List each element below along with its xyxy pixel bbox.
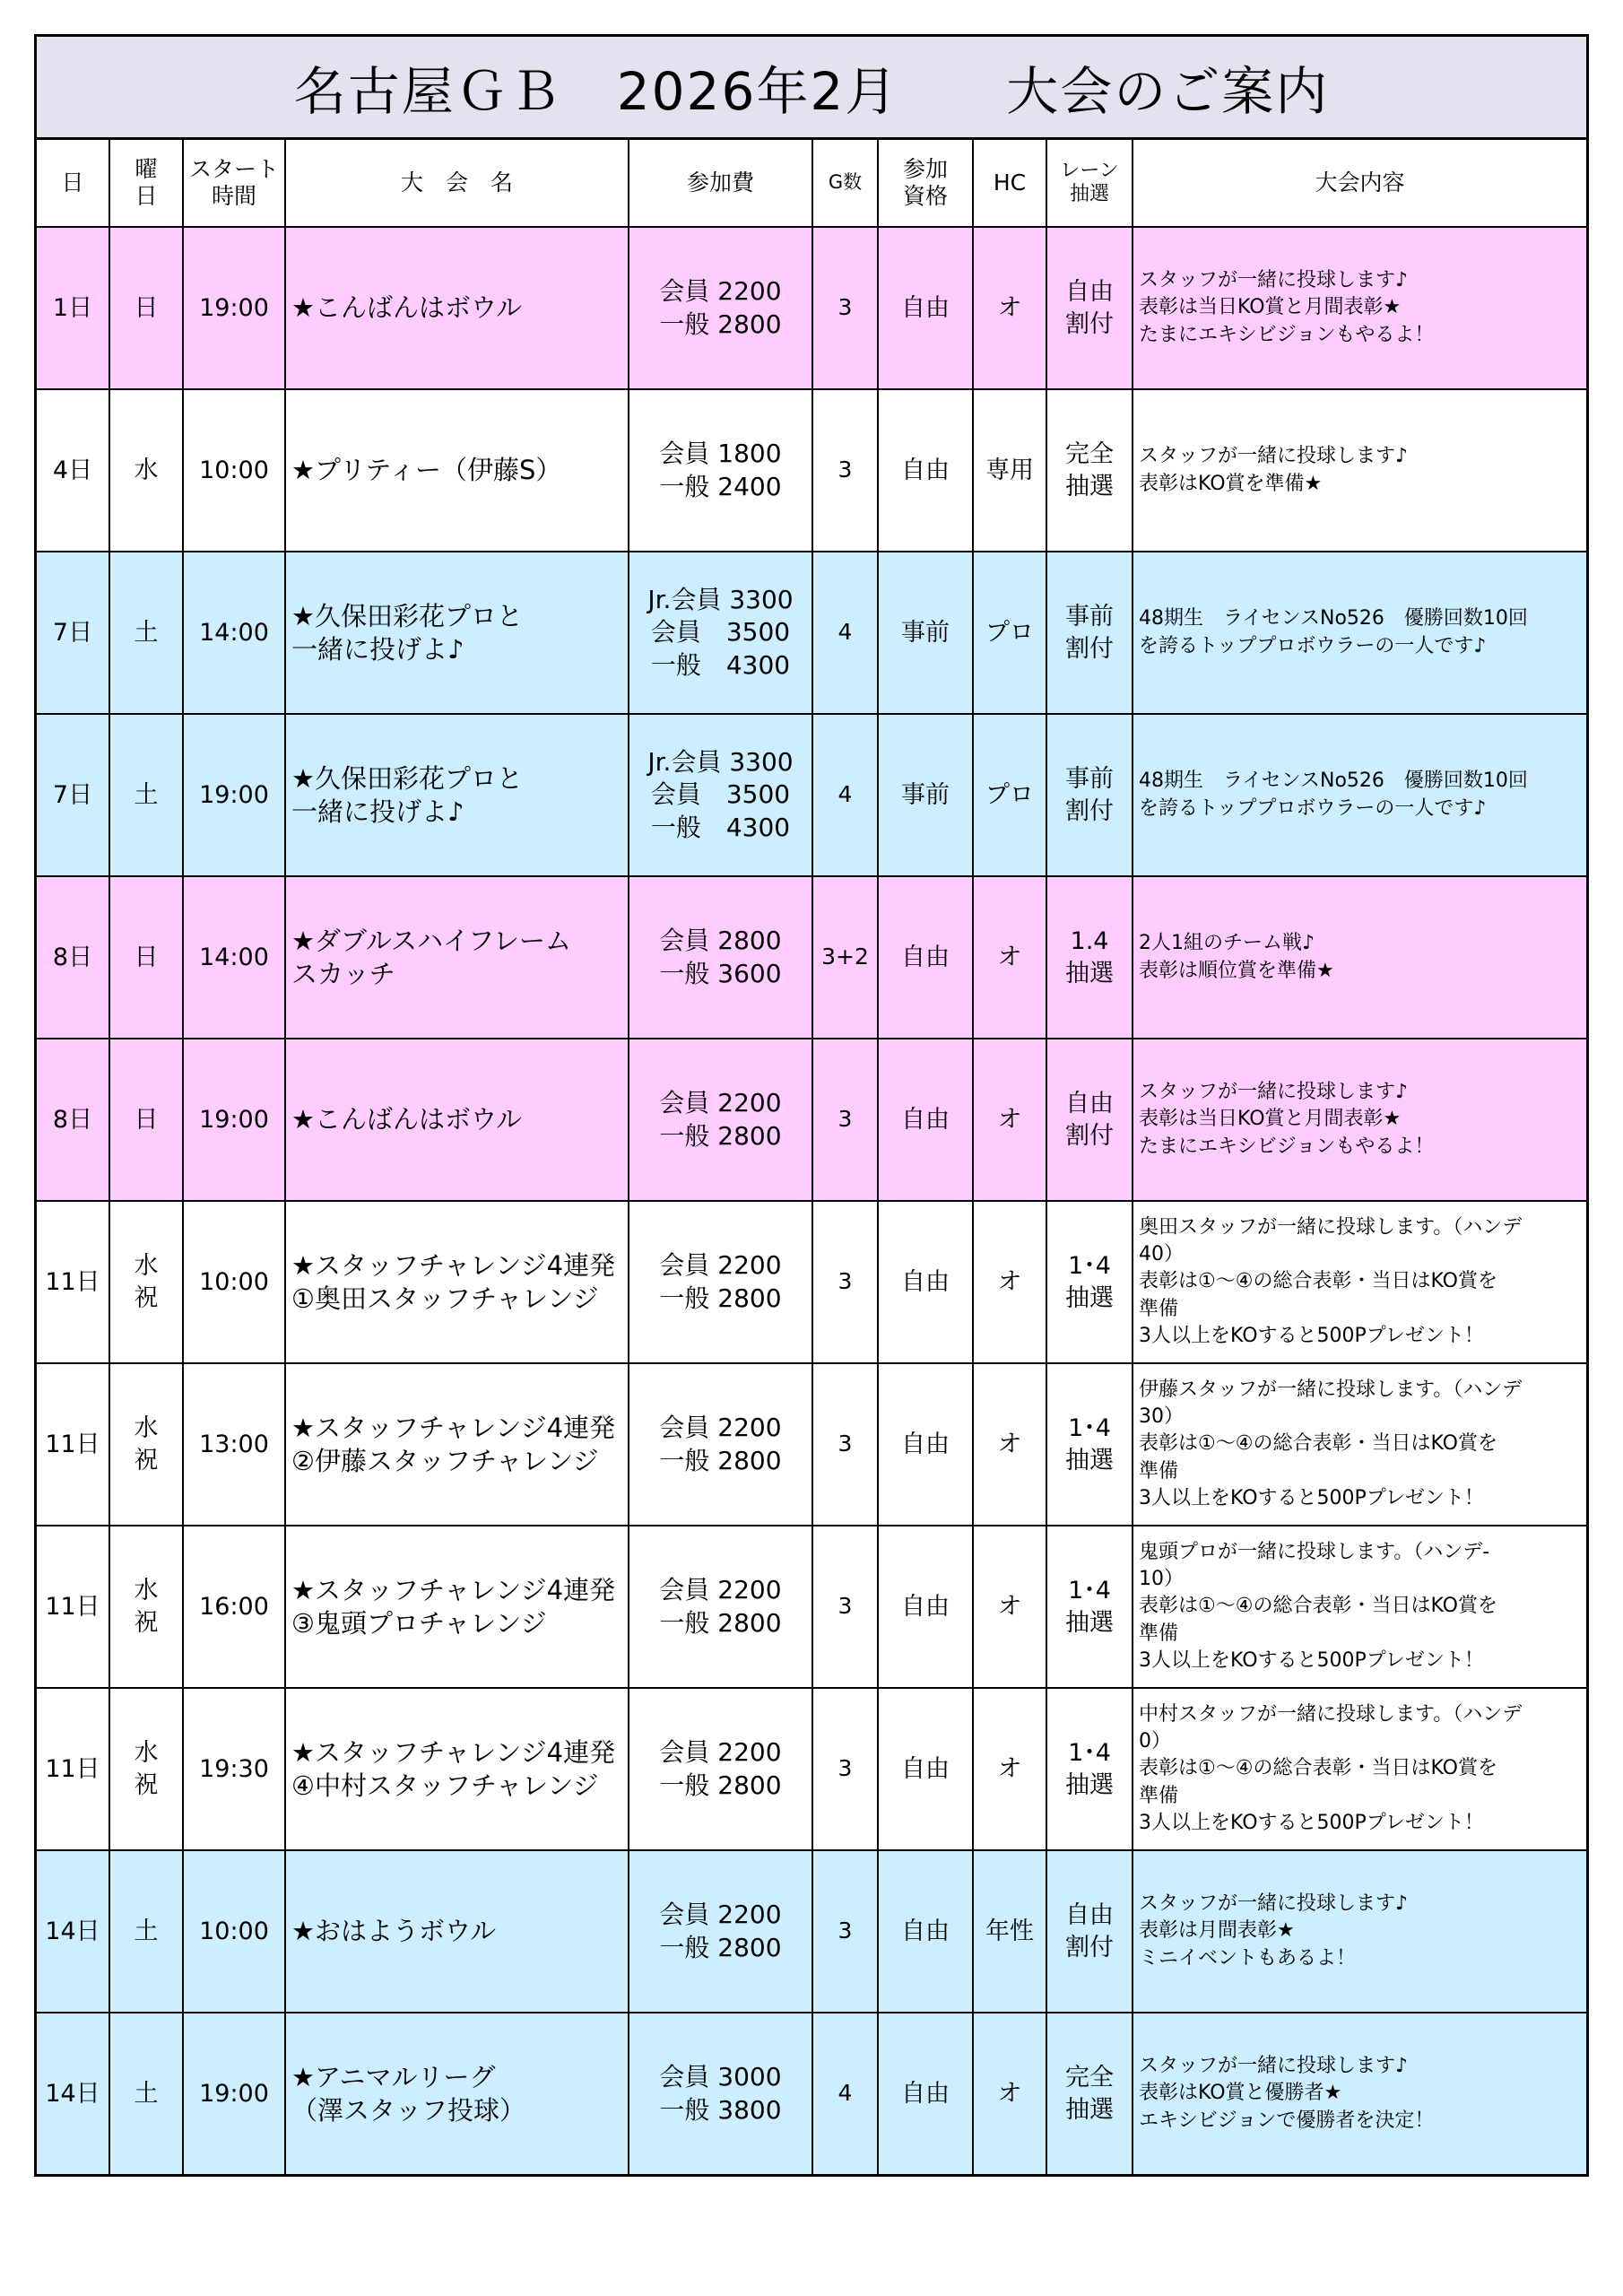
header-fee: 参加費: [629, 140, 812, 227]
cell-weekday: 日: [109, 876, 183, 1039]
cell-day: 7日: [37, 714, 109, 876]
cell-lane-draw: 完全 抽選: [1046, 389, 1133, 552]
cell-day: 8日: [37, 876, 109, 1039]
cell-weekday: 土: [109, 552, 183, 714]
table-row: [37, 1526, 1586, 1688]
header-lane-draw: レーン 抽選: [1046, 140, 1133, 227]
cell-eligibility: 自由: [878, 1526, 973, 1688]
cell-hc: オ: [973, 1688, 1046, 1850]
cell-weekday: 水 祝: [109, 1363, 183, 1526]
cell-day: 1日: [37, 227, 109, 389]
cell-weekday: 土: [109, 1850, 183, 2013]
cell-eligibility: 自由: [878, 389, 973, 552]
table-row: [37, 227, 1586, 389]
cell-tournament-name: ★プリティー（伊藤S）: [285, 389, 629, 552]
cell-hc: オ: [973, 876, 1046, 1039]
cell-games: 4: [812, 552, 878, 714]
cell-details: 2人1組のチーム戦♪ 表彰は順位賞を準備★: [1133, 876, 1586, 1039]
cell-start-time: 14:00: [183, 876, 285, 1039]
cell-fee: 会員 2200 一般 2800: [629, 1201, 812, 1363]
cell-weekday: 土: [109, 714, 183, 876]
cell-fee: 会員 2200 一般 2800: [629, 1363, 812, 1526]
cell-start-time: 10:00: [183, 1850, 285, 2013]
cell-day: 11日: [37, 1363, 109, 1526]
title-bar: [37, 37, 1586, 140]
table-row: [37, 1201, 1586, 1363]
cell-games: 3: [812, 1363, 878, 1526]
cell-start-time: 16:00: [183, 1526, 285, 1688]
header-eligibility: 参加 資格: [878, 140, 973, 227]
cell-hc: オ: [973, 1039, 1046, 1201]
cell-day: 11日: [37, 1526, 109, 1688]
cell-hc: プロ: [973, 714, 1046, 876]
cell-fee: 会員 2200 一般 2800: [629, 1850, 812, 2013]
header-games: G数: [812, 140, 878, 227]
header-tournament-name: 大 会 名: [285, 140, 629, 227]
cell-lane-draw: 1･4 抽選: [1046, 1201, 1133, 1363]
cell-eligibility: 自由: [878, 1201, 973, 1363]
cell-details: 鬼頭プロが一緒に投球します。（ハンデ- 10） 表彰は①～④の総合表彰・当日はKO賞を 準備 3人以上をKOすると500Pプレゼント！: [1133, 1526, 1586, 1688]
cell-tournament-name: ★ダブルスハイフレーム スカッチ: [285, 876, 629, 1039]
cell-start-time: 19:00: [183, 1039, 285, 1201]
table-row: [37, 1850, 1586, 2013]
cell-tournament-name: ★スタッフチャレンジ4連発 ④中村スタッフチャレンジ: [285, 1688, 629, 1850]
header-row: [37, 140, 1586, 227]
cell-games: 3: [812, 227, 878, 389]
cell-start-time: 19:00: [183, 714, 285, 876]
cell-tournament-name: ★おはようボウル: [285, 1850, 629, 2013]
cell-fee: 会員 2200 一般 2800: [629, 1526, 812, 1688]
cell-games: 3: [812, 1688, 878, 1850]
cell-eligibility: 自由: [878, 1850, 973, 2013]
cell-tournament-name: ★スタッフチャレンジ4連発 ①奥田スタッフチャレンジ: [285, 1201, 629, 1363]
cell-details: 奥田スタッフが一緒に投球します。（ハンデ 40） 表彰は①～④の総合表彰・当日はKO賞を 準備 3人以上をKOすると500Pプレゼント！: [1133, 1201, 1586, 1363]
cell-eligibility: 自由: [878, 1039, 973, 1201]
cell-games: 3: [812, 1039, 878, 1201]
cell-fee: 会員 3000 一般 3800: [629, 2013, 812, 2174]
cell-hc: 専用: [973, 389, 1046, 552]
cell-weekday: 水: [109, 389, 183, 552]
cell-details: 48期生 ライセンスNo526 優勝回数10回 を誇るトッププロボウラーの一人です♪: [1133, 552, 1586, 714]
cell-weekday: 水 祝: [109, 1526, 183, 1688]
cell-lane-draw: 自由 割付: [1046, 1850, 1133, 2013]
cell-tournament-name: ★スタッフチャレンジ4連発 ③鬼頭プロチャレンジ: [285, 1526, 629, 1688]
cell-details: スタッフが一緒に投球します♪ 表彰は月間表彰★ ミニイベントもあるよ！: [1133, 1850, 1586, 2013]
cell-tournament-name: ★こんばんはボウル: [285, 227, 629, 389]
schedule-table: [37, 140, 1586, 2174]
page-title: 名古屋ＧＢ 2026年2月 大会のご案内: [293, 61, 1330, 122]
cell-eligibility: 自由: [878, 1363, 973, 1526]
cell-hc: オ: [973, 227, 1046, 389]
cell-hc: プロ: [973, 552, 1046, 714]
cell-start-time: 13:00: [183, 1363, 285, 1526]
header-details: 大会内容: [1133, 140, 1586, 227]
cell-details: スタッフが一緒に投球します♪ 表彰はKO賞と優勝者★ エキシビジョンで優勝者を決定！: [1133, 2013, 1586, 2174]
cell-details: スタッフが一緒に投球します♪ 表彰は当日KO賞と月間表彰★ たまにエキシビジョンもやるよ！: [1133, 227, 1586, 389]
cell-games: 4: [812, 714, 878, 876]
cell-hc: オ: [973, 1526, 1046, 1688]
tournament-schedule-sheet: [34, 34, 1589, 2177]
cell-games: 4: [812, 2013, 878, 2174]
cell-details: スタッフが一緒に投球します♪ 表彰はKO賞を準備★: [1133, 389, 1586, 552]
table-row: [37, 876, 1586, 1039]
cell-fee: Jr.会員 3300 会員 3500 一般 4300: [629, 714, 812, 876]
cell-start-time: 19:00: [183, 2013, 285, 2174]
header-weekday: 曜 日: [109, 140, 183, 227]
cell-games: 3+2: [812, 876, 878, 1039]
cell-day: 14日: [37, 1850, 109, 2013]
cell-day: 4日: [37, 389, 109, 552]
cell-eligibility: 自由: [878, 876, 973, 1039]
cell-hc: オ: [973, 1363, 1046, 1526]
cell-details: 48期生 ライセンスNo526 優勝回数10回 を誇るトッププロボウラーの一人です♪: [1133, 714, 1586, 876]
cell-eligibility: 自由: [878, 2013, 973, 2174]
header-start-time: スタート 時間: [183, 140, 285, 227]
cell-eligibility: 自由: [878, 1688, 973, 1850]
cell-weekday: 水 祝: [109, 1688, 183, 1850]
cell-start-time: 14:00: [183, 552, 285, 714]
cell-tournament-name: ★久保田彩花プロと 一緒に投げよ♪: [285, 714, 629, 876]
cell-tournament-name: ★アニマルリーグ （澤スタッフ投球）: [285, 2013, 629, 2174]
cell-fee: Jr.会員 3300 会員 3500 一般 4300: [629, 552, 812, 714]
table-row: [37, 552, 1586, 714]
cell-hc: 年性: [973, 1850, 1046, 2013]
table-row: [37, 1363, 1586, 1526]
cell-start-time: 19:00: [183, 227, 285, 389]
cell-details: 伊藤スタッフが一緒に投球します。（ハンデ 30） 表彰は①～④の総合表彰・当日はKO賞を 準備 3人以上をKOすると500Pプレゼント！: [1133, 1363, 1586, 1526]
cell-day: 11日: [37, 1688, 109, 1850]
cell-lane-draw: 1･4 抽選: [1046, 1363, 1133, 1526]
cell-day: 14日: [37, 2013, 109, 2174]
cell-start-time: 19:30: [183, 1688, 285, 1850]
cell-details: スタッフが一緒に投球します♪ 表彰は当日KO賞と月間表彰★ たまにエキシビジョンもやるよ！: [1133, 1039, 1586, 1201]
cell-games: 3: [812, 389, 878, 552]
cell-fee: 会員 1800 一般 2400: [629, 389, 812, 552]
table-row: [37, 1039, 1586, 1201]
cell-day: 8日: [37, 1039, 109, 1201]
cell-fee: 会員 2800 一般 3600: [629, 876, 812, 1039]
cell-eligibility: 自由: [878, 227, 973, 389]
cell-eligibility: 事前: [878, 552, 973, 714]
cell-tournament-name: ★こんばんはボウル: [285, 1039, 629, 1201]
cell-day: 11日: [37, 1201, 109, 1363]
cell-lane-draw: 完全 抽選: [1046, 2013, 1133, 2174]
cell-games: 3: [812, 1526, 878, 1688]
cell-lane-draw: 1･4 抽選: [1046, 1526, 1133, 1688]
cell-details: 中村スタッフが一緒に投球します。（ハンデ 0） 表彰は①～④の総合表彰・当日はKO賞を 準備 3人以上をKOすると500Pプレゼント！: [1133, 1688, 1586, 1850]
cell-hc: オ: [973, 1201, 1046, 1363]
cell-hc: オ: [973, 2013, 1046, 2174]
table-row: [37, 389, 1586, 552]
cell-lane-draw: 1.4 抽選: [1046, 876, 1133, 1039]
cell-fee: 会員 2200 一般 2800: [629, 1688, 812, 1850]
cell-weekday: 土: [109, 2013, 183, 2174]
cell-tournament-name: ★久保田彩花プロと 一緒に投げよ♪: [285, 552, 629, 714]
cell-lane-draw: 事前 割付: [1046, 714, 1133, 876]
header-day: 日: [37, 140, 109, 227]
table-row: [37, 2013, 1586, 2174]
cell-lane-draw: 事前 割付: [1046, 552, 1133, 714]
cell-weekday: 水 祝: [109, 1201, 183, 1363]
cell-games: 3: [812, 1850, 878, 2013]
cell-lane-draw: 自由 割付: [1046, 227, 1133, 389]
cell-eligibility: 事前: [878, 714, 973, 876]
cell-games: 3: [812, 1201, 878, 1363]
cell-weekday: 日: [109, 227, 183, 389]
header-hc: HC: [973, 140, 1046, 227]
cell-tournament-name: ★スタッフチャレンジ4連発 ②伊藤スタッフチャレンジ: [285, 1363, 629, 1526]
cell-start-time: 10:00: [183, 1201, 285, 1363]
cell-fee: 会員 2200 一般 2800: [629, 227, 812, 389]
table-row: [37, 714, 1586, 876]
cell-lane-draw: 自由 割付: [1046, 1039, 1133, 1201]
cell-weekday: 日: [109, 1039, 183, 1201]
table-row: [37, 1688, 1586, 1850]
cell-lane-draw: 1･4 抽選: [1046, 1688, 1133, 1850]
cell-start-time: 10:00: [183, 389, 285, 552]
cell-day: 7日: [37, 552, 109, 714]
cell-fee: 会員 2200 一般 2800: [629, 1039, 812, 1201]
